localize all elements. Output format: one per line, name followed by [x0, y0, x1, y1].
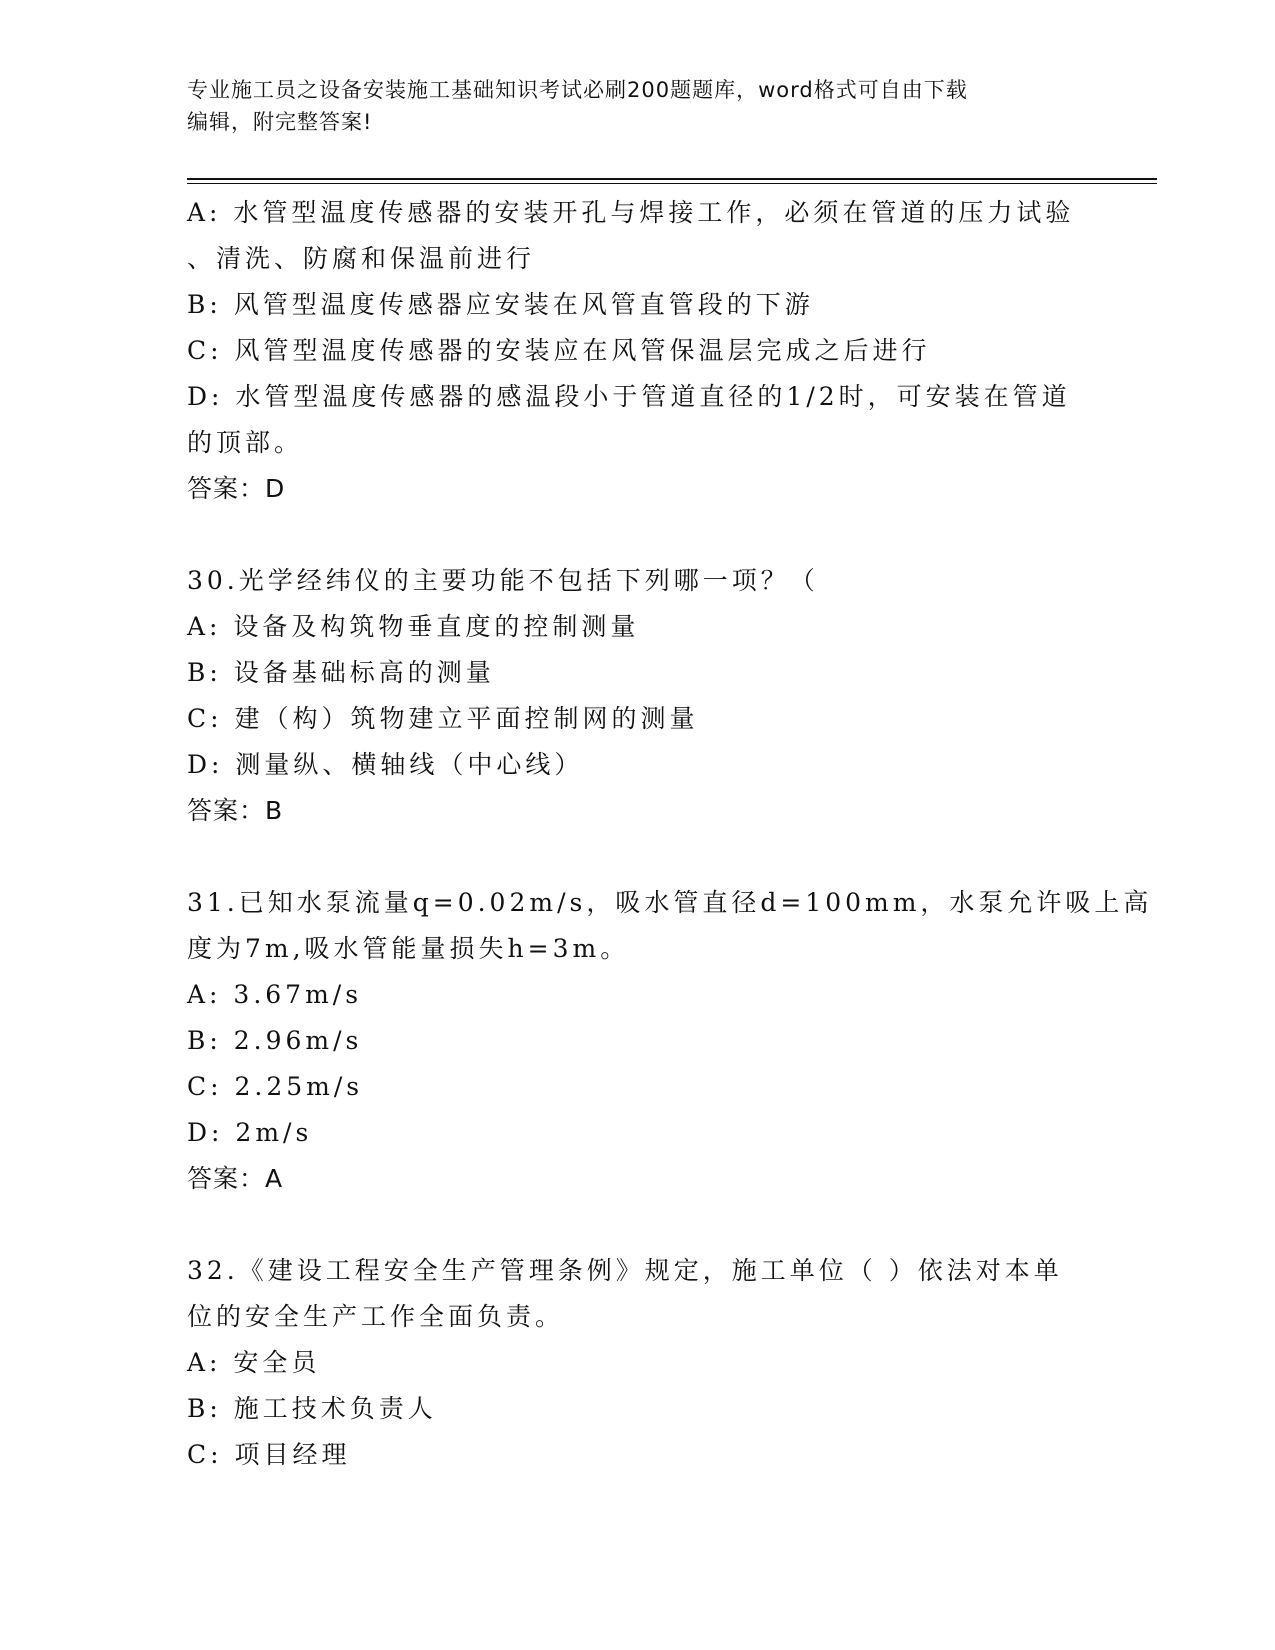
- q32-option-a: A: 安全员: [187, 1348, 321, 1377]
- q32-question-line-2: 位的安全生产工作全面负责。: [187, 1302, 565, 1331]
- question-spacer: [187, 834, 1077, 880]
- q30-option-b: B: 设备基础标高的测量: [187, 658, 495, 687]
- q29-option-a-line-1: A: 水管型温度传感器的安装开孔与焊接工作，必须在管道的压力试验: [187, 198, 1075, 227]
- q30-option-d: D: 测量纵、横轴线（中心线）: [187, 750, 584, 779]
- question-list: [187, 190, 1153, 1478]
- q31-answer: 答案：A: [187, 1164, 284, 1193]
- question-31-block: [187, 880, 1153, 1202]
- header-title-line-1: 专业施工员之设备安装施工基础知识考试必刷200题题库，word格式可自由下载: [187, 78, 968, 102]
- q29-option-d-line-2: 的顶部。: [187, 428, 304, 457]
- header-divider-thin: [187, 183, 1157, 184]
- header-divider-thick: [187, 178, 1157, 180]
- q32-question-line-1: 32.《建设工程安全生产管理条例》规定，施工单位（ ）依法对本单: [187, 1256, 1063, 1285]
- q29-answer: 答案：D: [187, 474, 286, 503]
- q32-option-c: C: 项目经理: [187, 1440, 351, 1469]
- header-title-line-2: 编辑，附完整答案!: [187, 110, 373, 134]
- q29-option-d-line-1: D: 水管型温度传感器的感温段小于管道直径的1/2时，可安装在管道: [187, 382, 1071, 411]
- question-spacer: [187, 512, 1077, 558]
- question-29-block: [187, 190, 1077, 512]
- q30-question: 30.光学经纬仪的主要功能不包括下列哪一项？（: [187, 566, 819, 595]
- q31-option-d: D: 2m/s: [187, 1118, 313, 1147]
- question-spacer: [187, 1202, 1077, 1248]
- question-30-block: [187, 558, 1077, 834]
- q29-option-a-line-2: 、清洗、防腐和保温前进行: [187, 244, 536, 273]
- question-32-block: [187, 1248, 1077, 1478]
- q31-option-a: A: 3.67m/s: [187, 980, 363, 1009]
- q30-answer: 答案：B: [187, 796, 284, 825]
- q31-question-line-1: 31.已知水泵流量q=0.02m/s，吸水管直径d=100mm，水泵允许吸上高: [187, 888, 1153, 917]
- q31-question-line-2: 度为7m,吸水管能量损失h=3m。: [187, 934, 630, 963]
- q32-option-b: B: 施工技术负责人: [187, 1394, 437, 1423]
- q30-option-a: A: 设备及构筑物垂直度的控制测量: [187, 612, 640, 641]
- q31-option-b: B: 2.96m/s: [187, 1026, 363, 1055]
- q30-option-c: C: 建（构）筑物建立平面控制网的测量: [187, 704, 699, 733]
- document-header: [187, 74, 1067, 138]
- q29-option-c: C: 风管型温度传感器的安装应在风管保温层完成之后进行: [187, 336, 931, 365]
- q29-option-b: B: 风管型温度传感器应安装在风管直管段的下游: [187, 290, 814, 319]
- q31-option-c: C: 2.25m/s: [187, 1072, 364, 1101]
